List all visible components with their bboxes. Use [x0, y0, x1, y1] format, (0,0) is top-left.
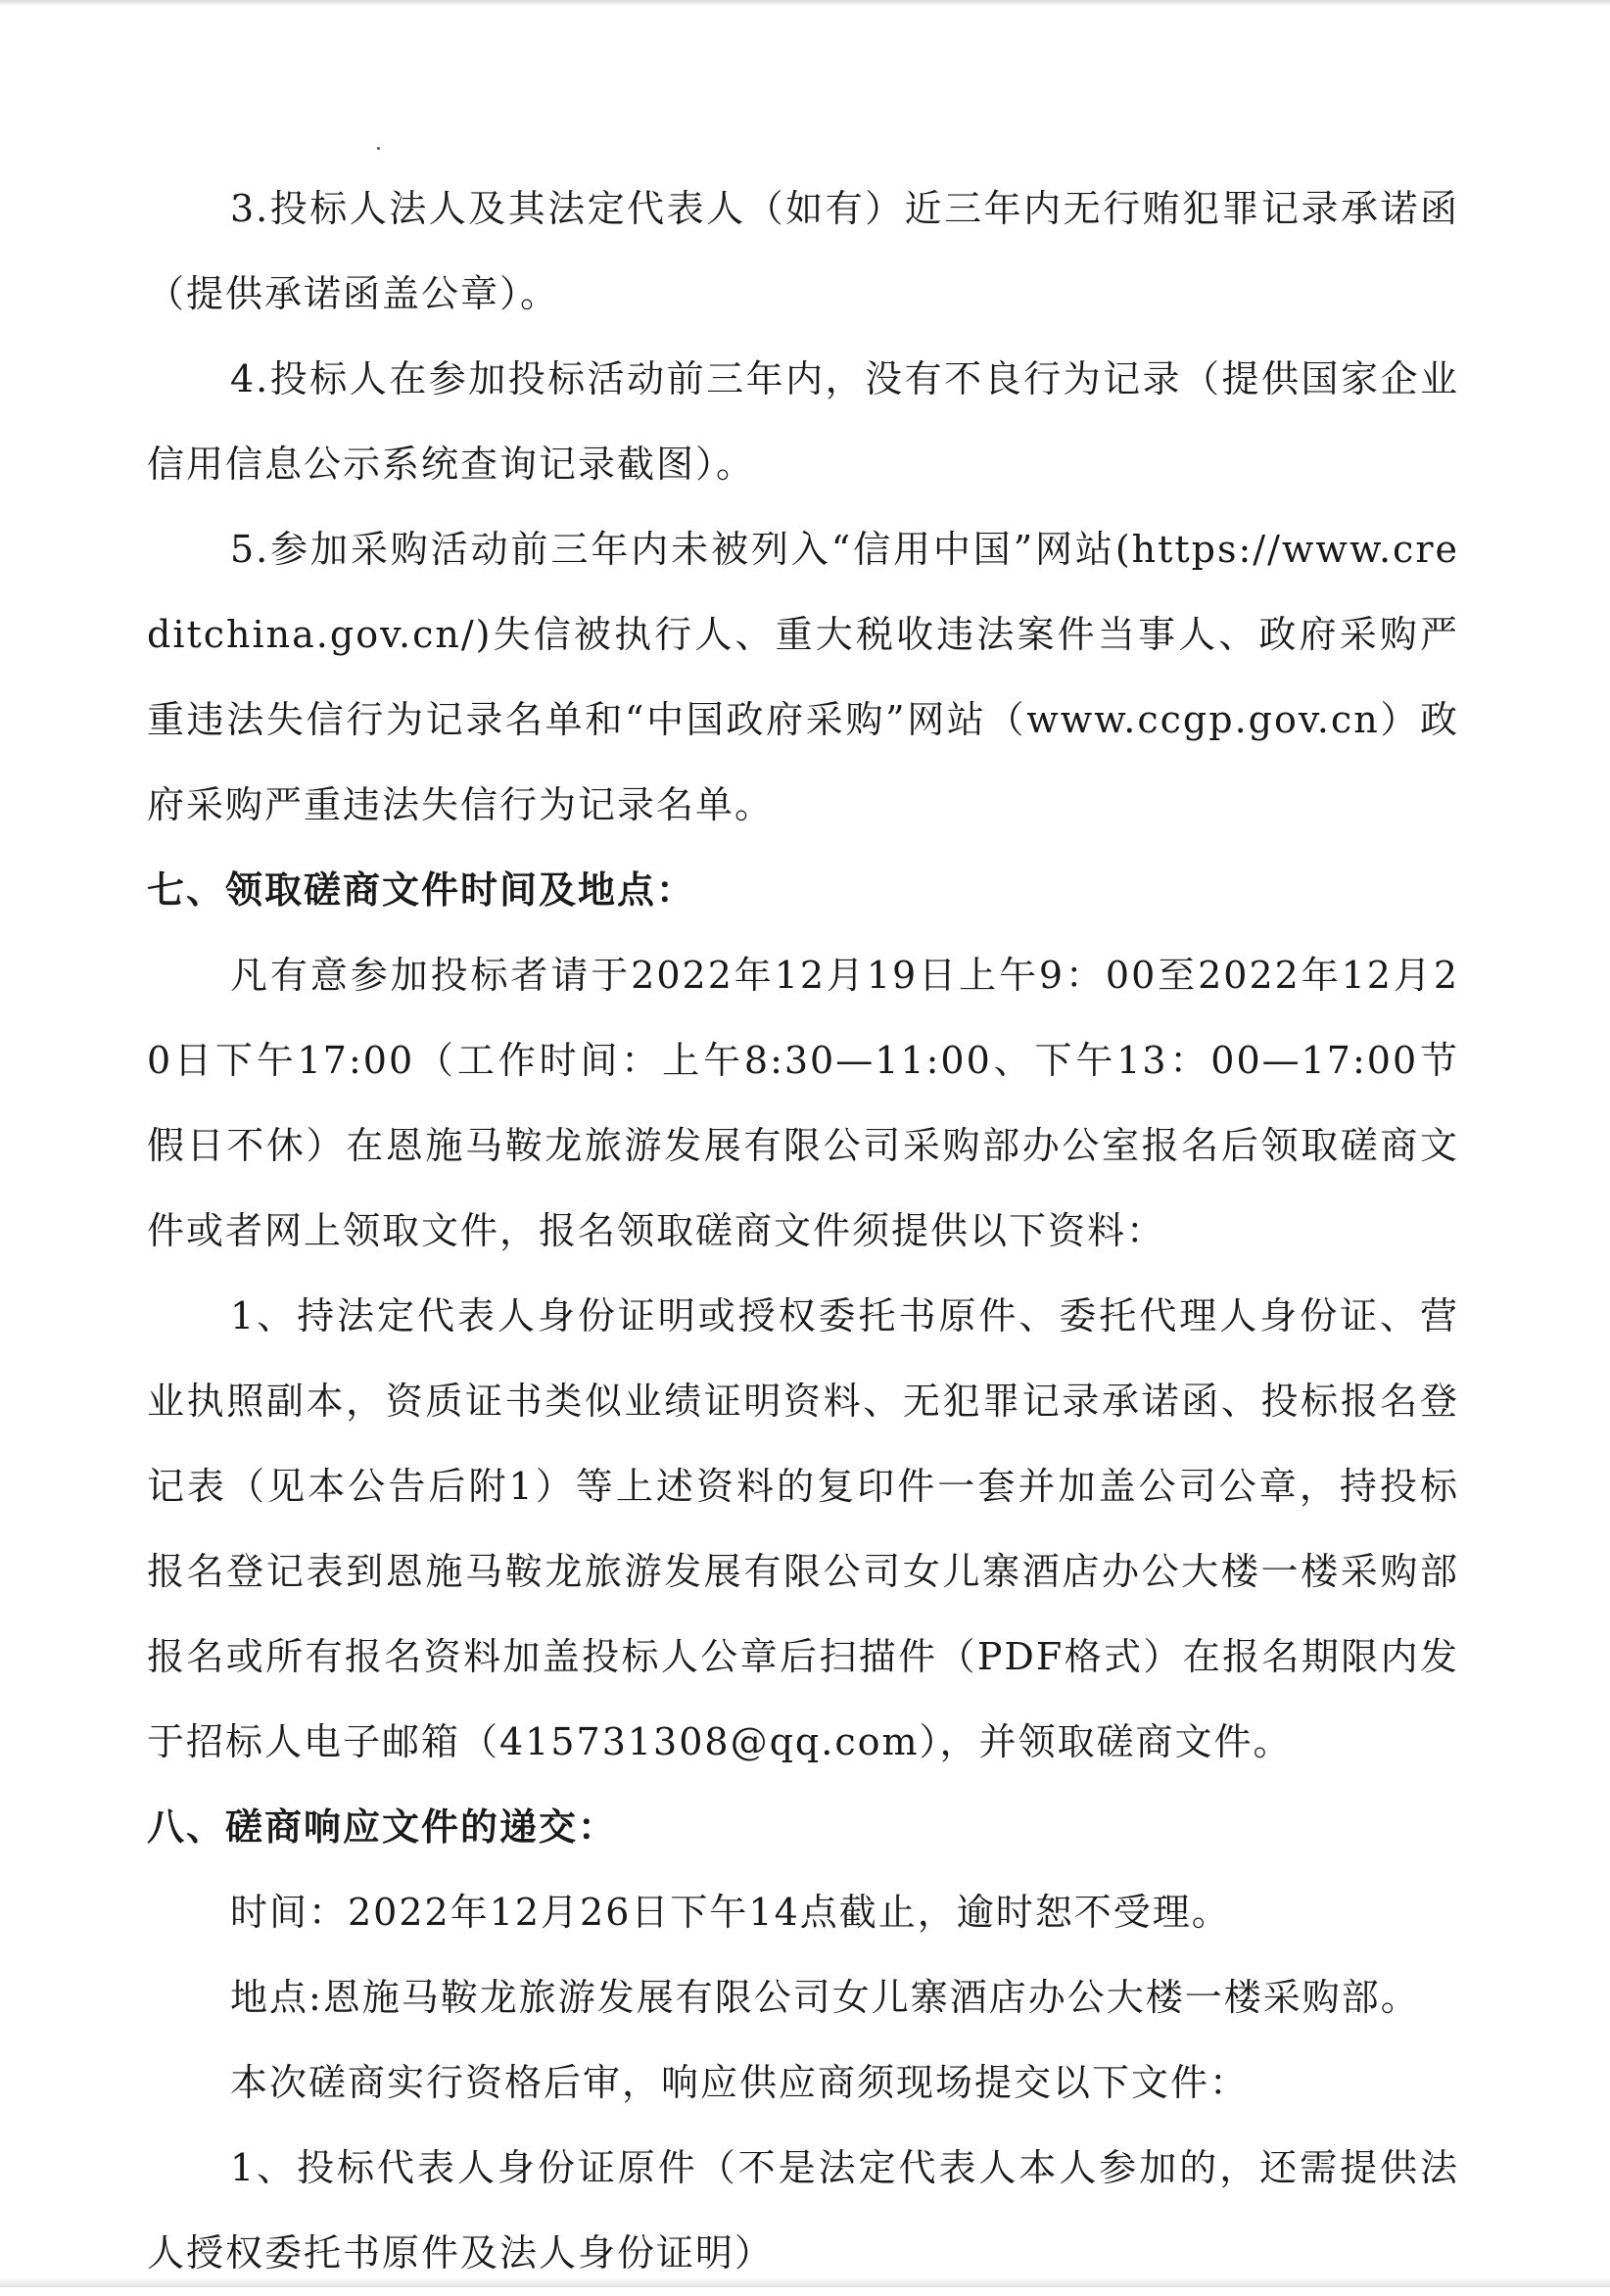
- document-page: [147, 166, 1459, 2296]
- paragraph-item-4: 4.投标人在参加投标活动前三年内，没有不良行为记录（提供国家企业信用信息公示系统查询记录截图）。: [147, 357, 1459, 486]
- scan-edge-top: [0, 0, 1610, 6]
- paragraph-required-documents: 1、持法定代表人身份证明或授权委托书原件、委托代理人身份证、营业执照副本，资质证书类似业绩证明资料、无犯罪记录承诺函、投标报名登记表（见本公告后附1）等上述资料的复印件一套并加盖公司公章，持投标报名登记表到恩施马鞍龙旅游发展有限公司女儿寨酒店办公大楼一楼采购部报名或所有报名资料加盖投标人公章后扫描件（PDF格式）在报名期限内发于招标人电子邮箱（415731308@qq.com），并领取磋商文件。: [147, 1294, 1459, 1763]
- paragraph-submission-item-1: 1、投标代表人身份证原件（不是法定代表人本人参加的，还需提供法人授权委托书原件及法人身份证明）: [147, 2146, 1459, 2274]
- paragraph-item-5: 5.参加采购活动前三年内未被列入“信用中国”网站(https://www.creditchina.gov.cn/)失信被执行人、重大税收违法案件当事人、政府采购严重违法失信行为记录名单和“中国政府采购”网站（www.ccgp.gov.cn）政府采购严重违法失信行为记录名单。: [147, 528, 1459, 826]
- paragraph-registration-time: 凡有意参加投标者请于2022年12月19日上午9：00至2022年12月20日下午17:00（工作时间：上午8:30—11:00、下午13：00—17:00节假日不休）在恩施马鞍龙旅游发展有限公司采购部办公室报名后领取磋商文件或者网上领取文件，报名领取磋商文件须提供以下资料：: [147, 954, 1459, 1252]
- scan-edge-bottom: [0, 2277, 1610, 2287]
- scan-dot-mark: [377, 147, 380, 150]
- paragraph-submission-time: 时间：2022年12月26日下午14点截止，逾时恕不受理。: [230, 1891, 1231, 1934]
- paragraph-item-3: 3.投标人法人及其法定代表人（如有）近三年内无行贿犯罪记录承诺函（提供承诺函盖公章）。: [147, 187, 1459, 315]
- section-heading-7: 七、领取磋商文件时间及地点：: [147, 868, 696, 912]
- paragraph-qualification-review: 本次磋商实行资格后审，响应供应商须现场提交以下文件：: [230, 2061, 1250, 2104]
- paragraph-submission-location: 地点:恩施马鞍龙旅游发展有限公司女儿寨酒店办公大楼一楼采购部。: [230, 1976, 1420, 2019]
- section-heading-8: 八、磋商响应文件的递交：: [147, 1805, 618, 1849]
